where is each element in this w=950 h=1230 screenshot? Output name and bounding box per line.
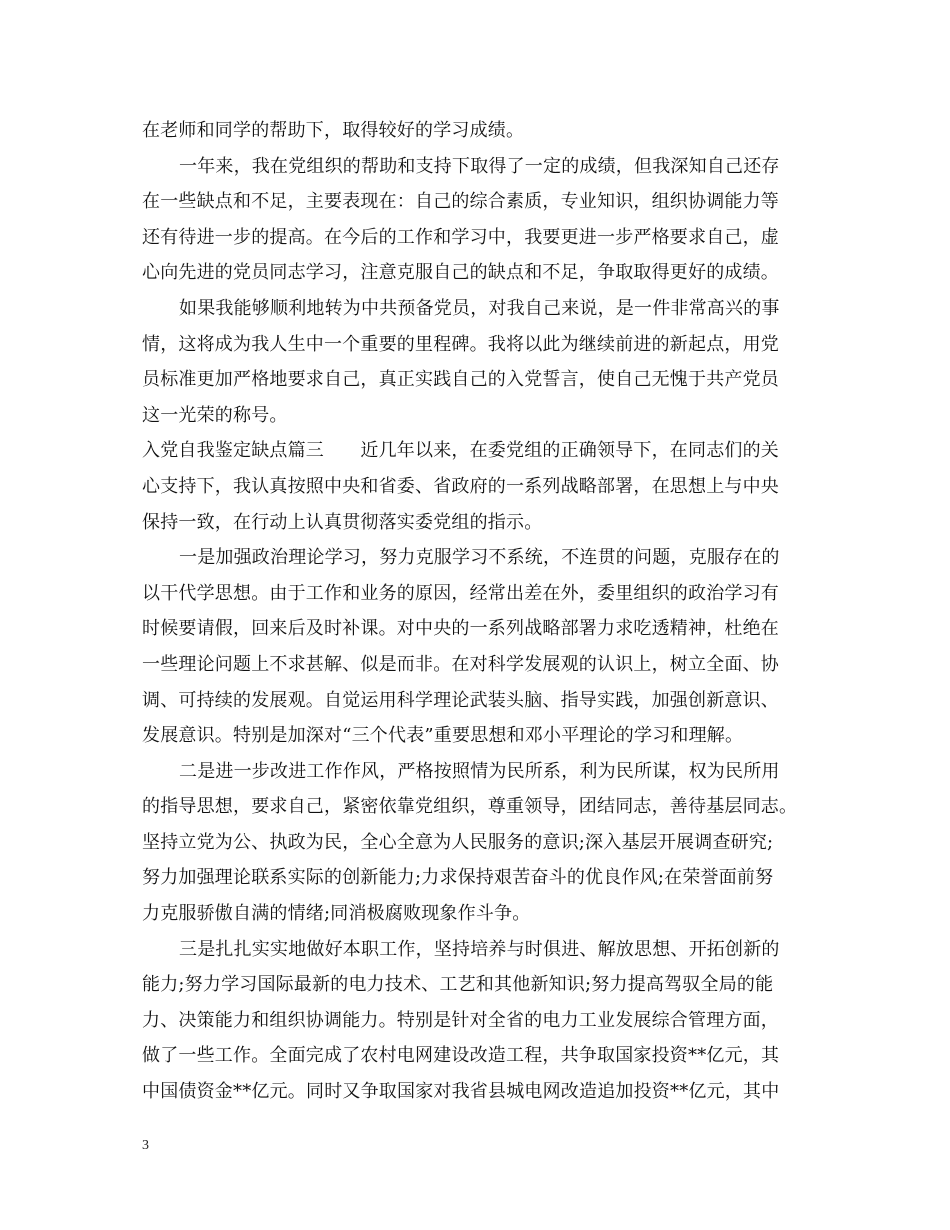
- text-line: 力、决策能力和组织协调能力。特别是针对全省的电力工业发展综合管理方面，: [142, 1009, 779, 1031]
- text-line: 在老师和同学的帮助下，取得较好的学习成绩。: [142, 120, 525, 141]
- text-line: 力克服骄傲自满的情绪;同消极腐败现象作斗争。: [142, 903, 531, 925]
- text-line: 能力;努力学习国际最新的电力技术、工艺和其他新知识;努力提高驾驭全局的能: [142, 974, 774, 996]
- text-line: 调、可持续的发展观。自觉运用科学理论武装头脑、指导实践，加强创新意识、: [142, 689, 779, 711]
- text-line: 时候要请假，回来后及时补课。对中央的一系列战略部署力求吃透精神，杜绝在: [142, 618, 779, 640]
- text-line: 以干代学思想。由于工作和业务的原因，经常出差在外，委里组织的政治学习有: [142, 582, 779, 604]
- text-line: 这一光荣的称号。: [142, 404, 288, 426]
- text-line: 坚持立党为公、执政为民，全心全意为人民服务的意识;深入基层开展调查研究;: [142, 831, 774, 853]
- text-line: 心支持下，我认真按照中央和省委、省政府的一系列战略部署，在思想上与中央: [142, 475, 779, 497]
- text-line: 努力加强理论联系实际的创新能力;力求保持艰苦奋斗的优良作风;在荣誉面前努: [142, 867, 774, 889]
- text-line: 一年来，我在党组织的帮助和支持下取得了一定的成绩，但我深知自己还存: [179, 155, 780, 177]
- section-heading-line: 入党自我鉴定缺点篇三 近几年以来，在委党组的正确领导下，在同志们的关: [142, 440, 779, 462]
- text-line: 三是扎扎实实地做好本职工作，坚持培养与时俱进、解放思想、开拓创新的: [179, 938, 780, 960]
- text-line: 做了一些工作。全面完成了农村电网建设改造工程，共争取国家投资**亿元，其: [142, 1045, 780, 1067]
- text-line: 还有待进一步的提高。在今后的工作和学习中，我要更进一步严格要求自己，虚: [142, 226, 779, 248]
- text-line: 发展意识。特别是加深对“三个代表”重要思想和邓小平理论的学习和理解。: [142, 725, 744, 747]
- text-line: 中国债资金**亿元。同时又争取国家对我省县城电网改造追加投资**亿元，其中: [142, 1081, 780, 1103]
- page-number: 3: [142, 1138, 149, 1153]
- text-line: 在一些缺点和不足，主要表现在：自己的综合素质，专业知识，组织协调能力等: [142, 191, 779, 213]
- text-line: 员标准更加严格地要求自己，真正实践自己的入党誓言，使自己无愧于共产党员: [142, 369, 779, 391]
- text-line: 保持一致，在行动上认真贯彻落实委党组的指示。: [142, 511, 543, 533]
- text-line: 如果我能够顺利地转为中共预备党员，对我自己来说，是一件非常高兴的事: [179, 297, 780, 319]
- text-line: 情，这将成为我人生中一个重要的里程碑。我将以此为继续前进的新起点，用党: [142, 333, 779, 355]
- text-line: 的指导思想，要求自己，紧密依靠党组织，尊重领导，团结同志，善待基层同志。: [142, 796, 798, 818]
- text-line: 心向先进的党员同志学习，注意克服自己的缺点和不足，争取取得更好的成绩。: [142, 262, 779, 284]
- text-line: 一些理论问题上不求甚解、似是而非。在对科学发展观的认识上，树立全面、协: [142, 653, 779, 675]
- text-line: 二是进一步改进工作作风，严格按照情为民所系，利为民所谋，权为民所用: [179, 760, 780, 782]
- text-line: 一是加强政治理论学习，努力克服学习不系统，不连贯的问题，克服存在的: [179, 547, 780, 569]
- document-body: [142, 113, 812, 1110]
